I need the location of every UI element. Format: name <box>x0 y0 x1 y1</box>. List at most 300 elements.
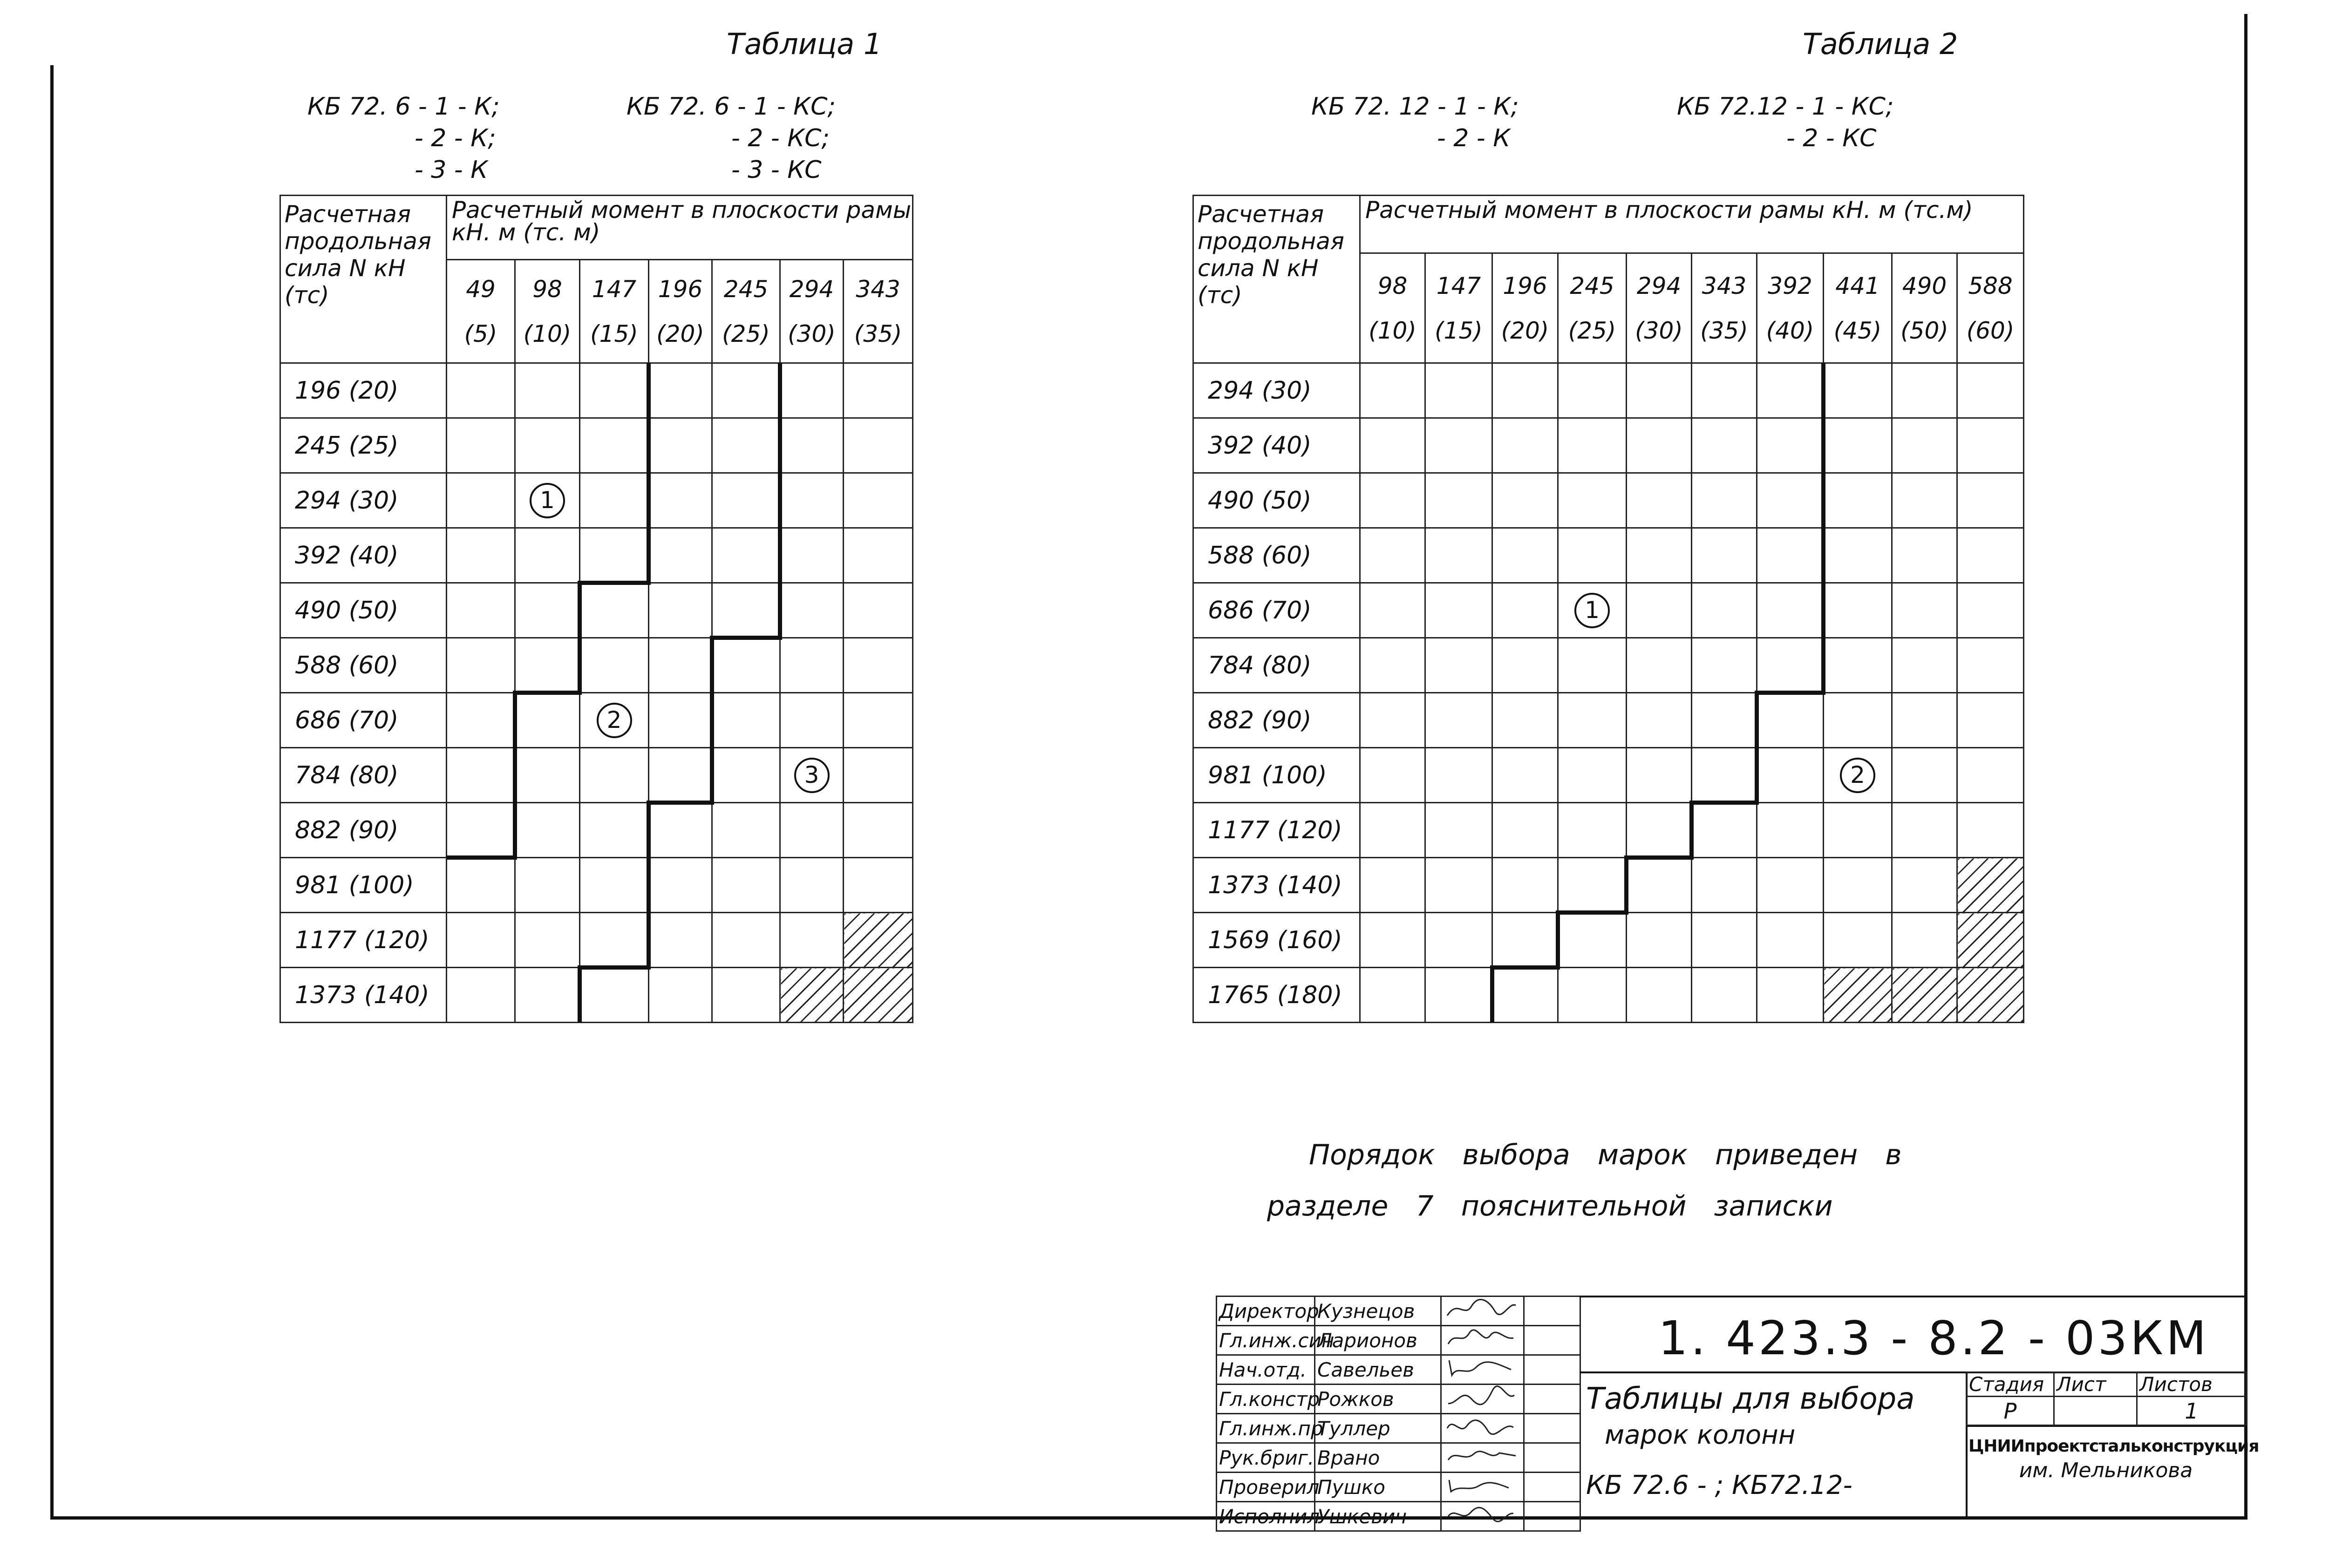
grid-cell <box>580 363 649 418</box>
grid-cell <box>1757 528 1824 583</box>
stage-value: Р <box>1967 1397 2054 1425</box>
grid-cell <box>580 748 649 803</box>
grid-cell <box>515 528 580 583</box>
moment-kn: 196 <box>1503 272 1547 299</box>
grid-cell <box>1425 363 1492 418</box>
grid-cell <box>780 638 844 693</box>
grid-cell <box>1892 913 1957 968</box>
zone-marker: 1 <box>530 483 565 518</box>
stamp-date <box>1524 1326 1580 1355</box>
force-value: 1177 (120) <box>280 913 447 968</box>
stamp-role: Гл.инж.пр <box>1217 1414 1315 1443</box>
sheet-label: Лист <box>2054 1372 2137 1397</box>
grid-cell <box>712 913 780 968</box>
force-value: 196 (20) <box>280 363 447 418</box>
grid-cell <box>1360 418 1425 473</box>
moment-value <box>1957 253 2024 363</box>
grid-cell <box>1558 803 1627 858</box>
force-value: 882 (90) <box>280 803 447 858</box>
mark-line: КБ 72.12 - 1 - КС; <box>1677 93 1894 121</box>
moment-kn: 98 <box>1377 272 1408 299</box>
grid-cell <box>580 638 649 693</box>
stamp-name: Кузнецов <box>1315 1296 1441 1326</box>
grid-cell <box>1360 583 1425 638</box>
moment-header: Расчетный момент в плоскости рамы кН. м (тс. м) <box>447 196 913 260</box>
moment-tc: (30) <box>788 320 836 347</box>
hatched-cell <box>1824 968 1892 1023</box>
zone-marker: 2 <box>1840 758 1875 793</box>
grid-cell <box>1360 803 1425 858</box>
hatched-cell <box>1957 913 2024 968</box>
signature <box>1441 1326 1524 1355</box>
grid-cell <box>1892 693 1957 748</box>
organization <box>1968 1437 2259 1482</box>
grid-cell <box>712 418 780 473</box>
grid-cell <box>1492 913 1558 968</box>
moment-tc: (40) <box>1766 317 1814 344</box>
hatched-cell <box>844 913 913 968</box>
frame-right-border <box>2244 14 2247 1519</box>
grid-cell <box>1824 803 1892 858</box>
note-line: Порядок выбора марок приведен в <box>1309 1139 1902 1171</box>
grid-cell <box>1824 583 1892 638</box>
grid-cell <box>1360 693 1425 748</box>
grid-cell <box>1627 473 1692 528</box>
grid-cell <box>580 968 649 1023</box>
grid-cell <box>1492 968 1558 1023</box>
force-value: 882 (90) <box>1193 693 1360 748</box>
grid-cell <box>1692 638 1757 693</box>
grid-cell <box>1425 968 1492 1023</box>
moment-value <box>1824 253 1892 363</box>
table1-title: Таблица 1 <box>727 27 882 61</box>
grid-cell <box>1692 803 1757 858</box>
grid-cell <box>1692 528 1757 583</box>
grid-cell <box>1957 473 2024 528</box>
grid-cell <box>1957 418 2024 473</box>
grid-cell <box>515 418 580 473</box>
grid-cell <box>1892 528 1957 583</box>
mark-line: - 2 - К <box>1437 124 1511 152</box>
moment-kn: 441 <box>1835 272 1880 299</box>
grid-cell <box>447 803 515 858</box>
force-value: 490 (50) <box>1193 473 1360 528</box>
sheet-value <box>2054 1397 2137 1425</box>
grid-cell <box>1492 418 1558 473</box>
grid-cell <box>1627 968 1692 1023</box>
moment-tc: (10) <box>1369 317 1416 344</box>
grid-cell <box>1627 638 1692 693</box>
moment-value <box>712 260 780 363</box>
force-value: 686 (70) <box>1193 583 1360 638</box>
force-column-header: Расчетная продольная сила N кН (тс) <box>1193 196 1360 363</box>
moment-tc: (5) <box>464 320 497 347</box>
grid-cell <box>1957 528 2024 583</box>
grid-cell <box>844 693 913 748</box>
grid-cell <box>780 473 844 528</box>
grid-cell <box>1425 638 1492 693</box>
grid-cell <box>447 583 515 638</box>
stamp-name: Туллер <box>1315 1414 1441 1443</box>
grid-cell <box>515 473 580 528</box>
grid-cell <box>1757 638 1824 693</box>
moment-tc: (45) <box>1833 317 1882 344</box>
grid-cell <box>1824 693 1892 748</box>
mark-line: - 2 - КС; <box>731 124 830 152</box>
grid-cell <box>649 363 712 418</box>
moment-value <box>844 260 913 363</box>
grid-cell <box>1425 583 1492 638</box>
grid-cell <box>580 693 649 748</box>
grid-cell <box>780 583 844 638</box>
sheet-title <box>1586 1381 1914 1504</box>
grid-cell <box>1492 363 1558 418</box>
stamp-name: Ларионов <box>1315 1326 1441 1355</box>
grid-cell <box>649 858 712 913</box>
organization-name: ЦНИИпроектстальконструкция <box>1968 1437 2259 1456</box>
title-block-signatures <box>1216 1296 1581 1532</box>
grid-cell <box>1627 748 1692 803</box>
stamp-role: Рук.бриг. <box>1217 1443 1315 1473</box>
grid-cell <box>844 363 913 418</box>
grid-cell <box>580 418 649 473</box>
moment-value <box>1757 253 1824 363</box>
grid-cell <box>1492 583 1558 638</box>
moment-tc: (10) <box>523 320 572 347</box>
grid-cell <box>649 803 712 858</box>
grid-cell <box>1957 363 2024 418</box>
stamp-name: Савельев <box>1315 1355 1441 1385</box>
grid-cell <box>712 363 780 418</box>
grid-cell <box>1692 968 1757 1023</box>
moment-tc: (30) <box>1635 317 1683 344</box>
moment-kn: 196 <box>658 275 703 303</box>
table2-selection-grid <box>1192 195 2024 1023</box>
moment-tc: (15) <box>1435 317 1483 344</box>
grid-cell <box>580 528 649 583</box>
selection-note <box>1267 1129 1902 1232</box>
stamp-name: Пушко <box>1315 1473 1441 1502</box>
signature <box>1441 1414 1524 1443</box>
grid-cell <box>515 913 580 968</box>
moment-tc: (25) <box>722 320 770 347</box>
grid-cell <box>1757 363 1824 418</box>
grid-cell <box>1757 473 1824 528</box>
grid-cell <box>1824 748 1892 803</box>
force-value: 588 (60) <box>280 638 447 693</box>
grid-cell <box>712 583 780 638</box>
grid-cell <box>844 858 913 913</box>
grid-cell <box>447 968 515 1023</box>
grid-cell <box>580 473 649 528</box>
stamp-role: Гл.инж.син <box>1217 1326 1315 1355</box>
signature <box>1441 1443 1524 1473</box>
grid-cell <box>1492 473 1558 528</box>
grid-cell <box>1692 583 1757 638</box>
force-value: 981 (100) <box>280 858 447 913</box>
organization-subtitle: им. Мельникова <box>2019 1459 2193 1482</box>
grid-cell <box>515 858 580 913</box>
grid-cell <box>1360 363 1425 418</box>
grid-cell <box>515 748 580 803</box>
moment-value <box>1558 253 1627 363</box>
grid-cell <box>1425 748 1492 803</box>
grid-cell <box>1558 418 1627 473</box>
grid-cell <box>1360 858 1425 913</box>
moment-tc: (60) <box>1966 317 2015 344</box>
moment-kn: 490 <box>1902 272 1947 299</box>
grid-cell <box>1892 803 1957 858</box>
grid-cell <box>1757 748 1824 803</box>
grid-cell <box>1492 858 1558 913</box>
signature <box>1441 1355 1524 1385</box>
force-value: 392 (40) <box>280 528 447 583</box>
grid-cell <box>1692 693 1757 748</box>
grid-cell <box>1757 693 1824 748</box>
grid-cell <box>580 583 649 638</box>
moment-value <box>1425 253 1492 363</box>
moment-kn: 343 <box>1702 272 1747 299</box>
stamp-role: Нач.отд. <box>1217 1355 1315 1385</box>
moment-value <box>580 260 649 363</box>
moment-kn: 98 <box>532 275 562 303</box>
grid-cell <box>1558 968 1627 1023</box>
grid-cell <box>447 858 515 913</box>
grid-cell <box>1558 528 1627 583</box>
force-value: 245 (25) <box>280 418 447 473</box>
hatched-cell <box>780 968 844 1023</box>
grid-cell <box>1558 638 1627 693</box>
moment-tc: (50) <box>1900 317 1948 344</box>
force-value: 294 (30) <box>1193 363 1360 418</box>
grid-cell <box>1627 693 1692 748</box>
grid-cell <box>1824 473 1892 528</box>
grid-cell <box>844 748 913 803</box>
grid-cell <box>1757 803 1824 858</box>
grid-cell <box>1824 418 1892 473</box>
grid-cell <box>1492 528 1558 583</box>
frame-bottom-border <box>50 1516 2247 1520</box>
grid-cell <box>1627 803 1692 858</box>
grid-cell <box>1957 693 2024 748</box>
stamp-date <box>1524 1443 1580 1473</box>
force-value: 1373 (140) <box>280 968 447 1023</box>
moment-kn: 245 <box>723 275 769 303</box>
grid-cell <box>447 418 515 473</box>
grid-cell <box>580 858 649 913</box>
stamp-role: Гл.констр <box>1217 1385 1315 1414</box>
grid-cell <box>1360 473 1425 528</box>
grid-cell <box>1892 473 1957 528</box>
grid-cell <box>1627 583 1692 638</box>
document-code: 1. 423.3 - 8.2 - 03КМ <box>1658 1311 2209 1365</box>
grid-cell <box>1757 583 1824 638</box>
moment-value <box>1627 253 1692 363</box>
grid-cell <box>1824 528 1892 583</box>
grid-cell <box>1425 418 1492 473</box>
grid-cell <box>712 473 780 528</box>
force-value: 686 (70) <box>280 693 447 748</box>
signature <box>1441 1502 1524 1531</box>
zone-marker: 2 <box>597 703 632 738</box>
grid-cell <box>1824 858 1892 913</box>
hatched-cell <box>1957 858 2024 913</box>
moment-tc: (20) <box>1501 317 1549 344</box>
force-value: 392 (40) <box>1193 418 1360 473</box>
moment-kn: 147 <box>592 275 637 303</box>
grid-cell <box>1892 418 1957 473</box>
grid-cell <box>844 473 913 528</box>
grid-cell <box>1558 913 1627 968</box>
grid-cell <box>780 913 844 968</box>
mark-line: - 2 - К; <box>415 124 496 152</box>
table1-selection-grid <box>279 195 913 1023</box>
grid-cell <box>1692 363 1757 418</box>
frame-left-border <box>50 65 54 1519</box>
grid-cell <box>1692 418 1757 473</box>
force-value: 1569 (160) <box>1193 913 1360 968</box>
stamp-date <box>1524 1473 1580 1502</box>
moment-tc: (35) <box>1700 317 1748 344</box>
grid-cell <box>515 693 580 748</box>
stage-label: Стадия <box>1967 1372 2054 1397</box>
grid-cell <box>844 638 913 693</box>
moment-value <box>1892 253 1957 363</box>
stamp-date <box>1524 1414 1580 1443</box>
stamp-date <box>1524 1355 1580 1385</box>
grid-cell <box>1757 858 1824 913</box>
grid-cell <box>1492 693 1558 748</box>
grid-cell <box>1558 473 1627 528</box>
mark-line: КБ 72. 12 - 1 - К; <box>1311 93 1519 121</box>
moment-kn: 588 <box>1968 272 2013 299</box>
moment-kn: 245 <box>1570 272 1614 299</box>
grid-cell <box>447 693 515 748</box>
moment-value <box>515 260 580 363</box>
force-column-header: Расчетная продольная сила N кН (тс) <box>280 196 447 363</box>
moment-value <box>1360 253 1425 363</box>
grid-cell <box>1492 803 1558 858</box>
grid-cell <box>649 583 712 638</box>
grid-cell <box>649 638 712 693</box>
grid-cell <box>1692 858 1757 913</box>
grid-cell <box>447 748 515 803</box>
grid-cell <box>649 473 712 528</box>
grid-cell <box>580 913 649 968</box>
signature <box>1441 1296 1524 1326</box>
grid-cell <box>1558 363 1627 418</box>
grid-cell <box>447 528 515 583</box>
grid-cell <box>1558 583 1627 638</box>
stamp-date <box>1524 1296 1580 1326</box>
stamp-date <box>1524 1502 1580 1531</box>
stamp-date <box>1524 1385 1580 1414</box>
grid-cell <box>844 583 913 638</box>
grid-cell <box>580 803 649 858</box>
grid-cell <box>1757 968 1824 1023</box>
grid-cell <box>844 528 913 583</box>
zone-marker: 1 <box>1574 593 1610 628</box>
grid-cell <box>1360 638 1425 693</box>
moment-tc: (35) <box>854 320 902 347</box>
force-value: 784 (80) <box>280 748 447 803</box>
stamp-role: Проверил <box>1217 1473 1315 1502</box>
table1-marks-k <box>307 91 500 186</box>
grid-cell <box>649 913 712 968</box>
grid-cell <box>712 803 780 858</box>
sheet-title-line: КБ 72.6 - ; КБ72.12- <box>1586 1470 1852 1500</box>
mark-line: - 3 - КС <box>731 156 822 184</box>
mark-line: КБ 72. 6 - 1 - КС; <box>627 93 836 121</box>
grid-cell <box>1425 473 1492 528</box>
mark-line: КБ 72. 6 - 1 - К; <box>307 93 500 121</box>
force-value: 1373 (140) <box>1193 858 1360 913</box>
grid-cell <box>1824 363 1892 418</box>
mark-line: - 2 - КС <box>1786 124 1877 152</box>
moment-tc: (20) <box>656 320 704 347</box>
grid-cell <box>649 748 712 803</box>
hatched-cell <box>1957 968 2024 1023</box>
grid-cell <box>780 858 844 913</box>
grid-cell <box>1692 913 1757 968</box>
grid-cell <box>1892 748 1957 803</box>
grid-cell <box>1558 693 1627 748</box>
grid-cell <box>1627 363 1692 418</box>
force-value: 1765 (180) <box>1193 968 1360 1023</box>
grid-cell <box>649 418 712 473</box>
stage-sheet-table <box>1966 1371 2247 1426</box>
moment-kn: 343 <box>856 275 900 303</box>
grid-cell <box>1892 638 1957 693</box>
grid-cell <box>447 363 515 418</box>
grid-cell <box>780 748 844 803</box>
table2-title: Таблица 2 <box>1803 27 1958 61</box>
grid-cell <box>1627 858 1692 913</box>
moment-tc: (15) <box>590 320 638 347</box>
grid-cell <box>712 693 780 748</box>
grid-cell <box>1627 913 1692 968</box>
signature <box>1441 1385 1524 1414</box>
zone-marker: 3 <box>794 758 830 793</box>
grid-cell <box>1360 913 1425 968</box>
grid-cell <box>1757 913 1824 968</box>
grid-cell <box>712 748 780 803</box>
sheets-label: Листов <box>2137 1372 2247 1397</box>
grid-cell <box>844 418 913 473</box>
grid-cell <box>649 528 712 583</box>
stamp-role: Исполнил <box>1217 1502 1315 1531</box>
table2-marks-k <box>1311 91 1519 154</box>
grid-cell <box>780 363 844 418</box>
moment-value <box>649 260 712 363</box>
stamp-name: Ушкевич <box>1315 1502 1441 1531</box>
grid-cell <box>1492 638 1558 693</box>
grid-cell <box>712 858 780 913</box>
grid-cell <box>1892 583 1957 638</box>
grid-cell <box>780 693 844 748</box>
grid-cell <box>1492 748 1558 803</box>
table2-marks-kc <box>1677 91 1893 154</box>
grid-cell <box>780 418 844 473</box>
grid-cell <box>515 638 580 693</box>
grid-cell <box>780 803 844 858</box>
force-value: 490 (50) <box>280 583 447 638</box>
grid-cell <box>712 968 780 1023</box>
grid-cell <box>1627 528 1692 583</box>
grid-cell <box>712 528 780 583</box>
hatched-cell <box>1892 968 1957 1023</box>
moment-header: Расчетный момент в плоскости рамы кН. м (тс.м) <box>1360 196 2024 253</box>
